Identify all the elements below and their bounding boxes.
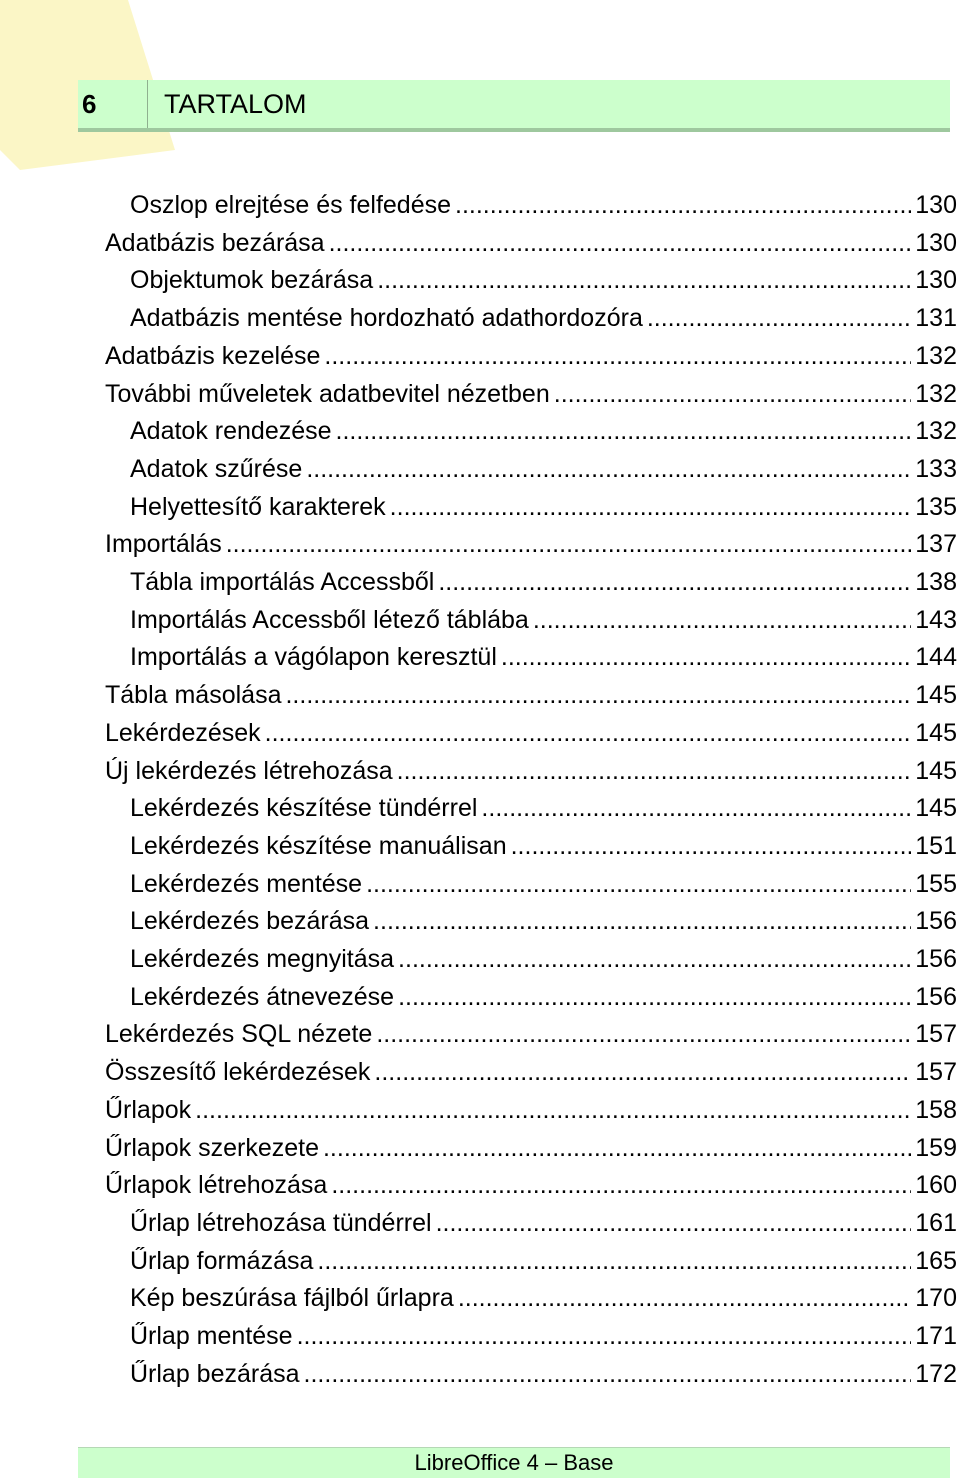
toc-entry[interactable] <box>105 752 957 790</box>
toc-entry-label: Űrlap formázása <box>130 1246 314 1275</box>
toc-entry-label: Importálás <box>105 530 222 559</box>
toc-entry[interactable] <box>105 525 957 563</box>
toc-entry-page-number: 145 <box>915 681 957 710</box>
toc-dot-leader <box>336 412 912 450</box>
toc-dot-leader <box>398 978 911 1016</box>
toc-entry-label: Lekérdezés SQL nézete <box>105 1020 373 1049</box>
toc-entry-label: Lekérdezés készítése tündérrel <box>130 794 478 823</box>
toc-dot-leader <box>331 1166 911 1204</box>
toc-entry-label: Űrlapok <box>105 1095 192 1124</box>
toc-entry-page-number: 138 <box>915 568 957 596</box>
toc-dot-leader <box>366 865 911 903</box>
toc-entry-label: Űrlapok létrehozása <box>105 1171 328 1200</box>
toc-entry-page-number: 155 <box>915 869 957 898</box>
toc-entry-page-number: 130 <box>915 228 957 257</box>
toc-entry-label: Oszlop elrejtése és felfedése <box>130 191 452 219</box>
toc-entry-label: Lekérdezés mentése <box>130 869 363 898</box>
toc-dot-leader <box>511 827 912 865</box>
toc-entry[interactable] <box>105 1129 957 1167</box>
toc-entry-label: Adatok rendezése <box>130 417 332 446</box>
toc-entry-page-number: 137 <box>915 530 957 559</box>
page-number: 6 <box>78 80 148 128</box>
page-header <box>78 80 950 132</box>
toc-entry[interactable] <box>130 865 957 903</box>
toc-entry-page-number: 143 <box>915 605 957 634</box>
toc-entry-label: Űrlap mentése <box>130 1322 293 1350</box>
toc-entry-page-number: 160 <box>915 1171 957 1200</box>
toc-entry[interactable] <box>130 1204 957 1242</box>
toc-entry[interactable] <box>105 337 957 375</box>
toc-entry[interactable] <box>105 1015 957 1053</box>
toc-entry-label: Importálás a vágólapon keresztül <box>130 643 497 672</box>
toc-entry-label: További műveletek adatbevitel nézetben <box>105 379 550 408</box>
toc-entry[interactable] <box>130 978 957 1016</box>
toc-entry-label: Lekérdezések <box>105 718 261 747</box>
toc-entry-label: Adatbázis bezárása <box>105 228 325 257</box>
toc-entry-label: Új lekérdezés létrehozása <box>105 756 393 785</box>
toc-entry[interactable] <box>105 1091 957 1129</box>
toc-entry-label: Lekérdezés készítése manuálisan <box>130 831 507 860</box>
toc-entry[interactable] <box>130 1242 957 1280</box>
toc-entry-label: Kép beszúrása fájlból űrlapra <box>130 1284 454 1313</box>
toc-dot-leader <box>329 224 912 262</box>
toc-entry[interactable] <box>105 676 957 714</box>
toc-entry-page-number: 151 <box>915 831 957 860</box>
toc-entry-label: Űrlapok szerkezete <box>105 1133 319 1162</box>
toc-entry-page-number: 145 <box>915 718 957 747</box>
toc-entry-label: Tábla másolása <box>105 681 282 710</box>
toc-entry-page-number: 144 <box>915 643 957 672</box>
toc-entry-page-number: 130 <box>915 191 957 219</box>
toc-entry[interactable] <box>130 450 957 488</box>
toc-entry-label: Objektumok bezárása <box>130 266 374 295</box>
toc-dot-leader <box>265 714 912 752</box>
toc-entry[interactable] <box>130 638 957 676</box>
toc-entry-page-number: 131 <box>915 304 957 333</box>
page-footer <box>78 1447 950 1478</box>
toc-entry[interactable] <box>130 902 957 940</box>
toc-entry-page-number: 171 <box>915 1322 957 1350</box>
toc-entry-label: Adatok szűrése <box>130 454 303 483</box>
toc-dot-leader <box>438 563 911 601</box>
toc-entry[interactable] <box>130 827 957 865</box>
toc-dot-leader <box>455 186 911 224</box>
toc-dot-leader <box>374 1053 911 1091</box>
toc-dot-leader <box>458 1279 911 1317</box>
toc-entry[interactable] <box>130 488 957 526</box>
toc-dot-leader <box>323 1129 911 1167</box>
toc-entry[interactable] <box>105 224 957 262</box>
toc-dot-leader <box>377 261 911 299</box>
toc-entry[interactable] <box>105 714 957 752</box>
toc-entry-page-number: 157 <box>915 1020 957 1049</box>
toc-dot-leader <box>501 638 911 676</box>
toc-entry[interactable] <box>105 1166 957 1204</box>
toc-entry[interactable] <box>105 1053 957 1091</box>
toc-entry-page-number: 172 <box>915 1359 957 1388</box>
toc-entry-page-number: 158 <box>915 1095 957 1124</box>
toc-dot-leader <box>390 488 912 526</box>
toc-entry-label: Importálás Accessből létező táblába <box>130 605 529 634</box>
toc-entry-page-number: 159 <box>915 1133 957 1162</box>
toc-dot-leader <box>304 1355 912 1393</box>
toc-dot-leader <box>324 337 911 375</box>
toc-entry-label: Lekérdezés átnevezése <box>130 982 395 1011</box>
toc-dot-leader <box>398 940 911 978</box>
toc-entry[interactable] <box>130 601 957 639</box>
toc-entry-page-number: 132 <box>915 379 957 408</box>
toc-entry-page-number: 145 <box>915 756 957 785</box>
toc-entry-page-number: 156 <box>915 982 957 1011</box>
toc-entry-page-number: 130 <box>915 266 957 295</box>
toc-entry-label: Tábla importálás Accessből <box>130 568 435 596</box>
toc-dot-leader <box>226 525 912 563</box>
toc-entry[interactable] <box>130 1279 957 1317</box>
toc-entry-label: Helyettesítő karakterek <box>130 492 386 521</box>
toc-entry-page-number: 161 <box>915 1208 957 1237</box>
toc-entry-label: Adatbázis kezelése <box>105 341 321 370</box>
toc-entry-page-number: 170 <box>915 1284 957 1313</box>
toc-entry[interactable] <box>130 261 957 299</box>
toc-dot-leader <box>376 1015 911 1053</box>
toc-entry-page-number: 132 <box>915 341 957 370</box>
toc-dot-leader <box>436 1204 912 1242</box>
toc-entry-label: Űrlap létrehozása tündérrel <box>130 1208 432 1237</box>
toc-entry[interactable] <box>130 299 957 337</box>
toc-entry-label: Lekérdezés bezárása <box>130 907 370 936</box>
toc-entry[interactable] <box>130 940 957 978</box>
toc-dot-leader <box>297 1317 912 1355</box>
toc-entry-label: Lekérdezés megnyitása <box>130 945 395 973</box>
toc-dot-leader <box>195 1091 911 1129</box>
toc-entry-page-number: 145 <box>915 794 957 823</box>
toc-entry-page-number: 156 <box>915 945 957 973</box>
toc-entry[interactable] <box>130 789 957 827</box>
toc-entry-page-number: 133 <box>915 454 957 483</box>
toc-entry-page-number: 157 <box>915 1058 957 1087</box>
toc-dot-leader <box>554 375 912 413</box>
toc-entry-label: Űrlap bezárása <box>130 1359 300 1388</box>
toc-entry-page-number: 156 <box>915 907 957 936</box>
toc-dot-leader <box>317 1242 911 1280</box>
toc-dot-leader <box>647 299 911 337</box>
toc-dot-leader <box>397 752 912 790</box>
toc-entry[interactable] <box>130 1355 957 1393</box>
toc-entry[interactable] <box>105 375 957 413</box>
toc-dot-leader <box>481 789 911 827</box>
toc-entry[interactable] <box>130 563 957 601</box>
toc-dot-leader <box>373 902 911 940</box>
toc-entry[interactable] <box>130 186 957 224</box>
section-title: TARTALOM <box>164 88 307 119</box>
toc-entry-page-number: 135 <box>915 492 957 521</box>
toc-entry-page-number: 165 <box>915 1246 957 1275</box>
toc-entry-page-number: 132 <box>915 417 957 446</box>
toc-dot-leader <box>533 601 911 639</box>
toc-entry[interactable] <box>130 1317 957 1355</box>
toc-dot-leader <box>306 450 911 488</box>
toc-entry-label: Adatbázis mentése hordozható adathordozóra <box>130 304 643 333</box>
footer-text: LibreOffice 4 – Base <box>414 1450 614 1475</box>
toc-dot-leader <box>285 676 911 714</box>
toc-entry[interactable] <box>130 412 957 450</box>
toc-entry-label: Összesítő lekérdezések <box>105 1058 371 1087</box>
